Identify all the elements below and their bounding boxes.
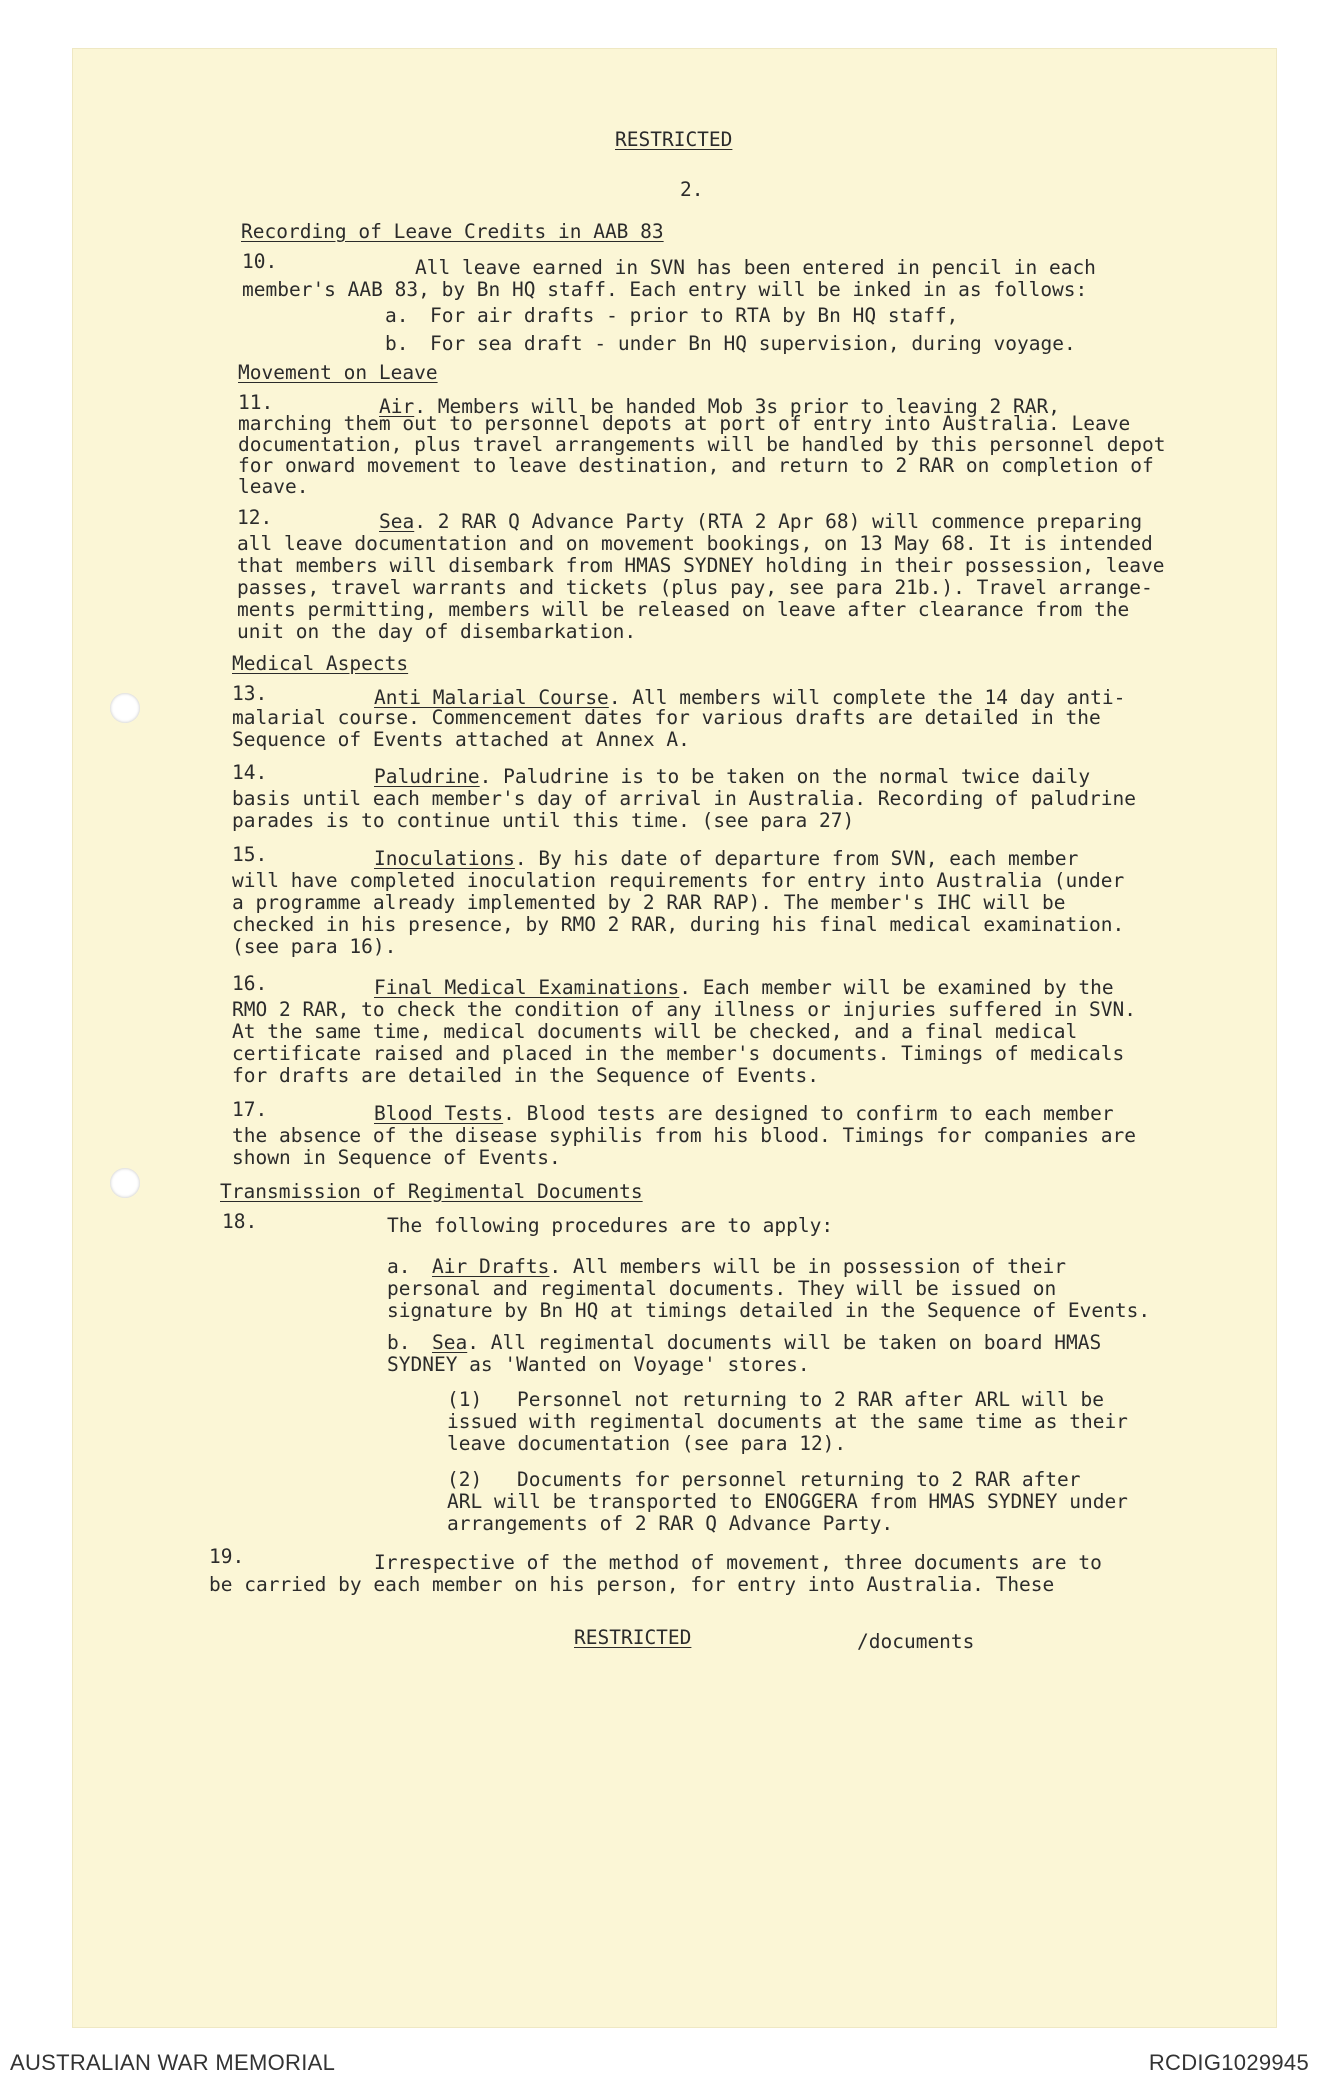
para-16-line: for drafts are detailed in the Sequence of Events. xyxy=(232,1064,819,1087)
para-17-line: Blood Tests. Blood tests are designed to confirm to each member xyxy=(374,1102,1114,1125)
para-13-line: Anti Malarial Course. All members will complete the 14 day anti- xyxy=(374,686,1126,709)
para-19-line: be carried by each member on his person, for entry into Australia. These xyxy=(209,1573,1055,1596)
para-number: 12. xyxy=(237,506,273,529)
para-17-line: shown in Sequence of Events. xyxy=(232,1146,561,1169)
para-12-line: unit on the day of disembarkation. xyxy=(237,620,637,643)
archive-credit: AUSTRALIAN WAR MEMORIAL xyxy=(10,2050,336,2075)
para-14-line: Paludrine. Paludrine is to be taken on the normal twice daily xyxy=(374,765,1091,788)
sub-sub-label: (1) xyxy=(447,1388,483,1411)
header-classification: RESTRICTED xyxy=(615,128,733,151)
para-13-title: Anti Malarial Course xyxy=(374,686,609,709)
para-17-title: Blood Tests xyxy=(374,1102,504,1125)
para-number: 11. xyxy=(238,391,274,414)
para-16-line: Final Medical Examinations. Each member will be examined by the xyxy=(374,976,1114,999)
para-16-line: At the same time, medical documents will be checked, and a final medical xyxy=(232,1020,1078,1043)
para-10-line: member's AAB 83, by Bn HQ staff. Each entry will be inked in as follows: xyxy=(242,278,1088,301)
para-number: 18. xyxy=(222,1210,258,1233)
para-15-line: will have completed inoculation requirements for entry into Australia (under xyxy=(232,869,1125,892)
para-15-line: Inoculations. By his date of departure from SVN, each member xyxy=(374,847,1079,870)
para-11-line: Air. Members will be handed Mob 3s prior to leaving 2 RAR, xyxy=(379,395,1060,418)
sub-label: b. xyxy=(385,332,409,355)
document-body xyxy=(72,48,1277,2028)
para-16-line: RMO 2 RAR, to check the condition of any illness or injuries suffered in SVN. xyxy=(232,998,1136,1021)
para-16-line: certificate raised and placed in the member's documents. Timings of medicals xyxy=(232,1042,1125,1065)
para-12-line: ments permitting, members will be released on leave after clearance from the xyxy=(237,598,1130,621)
para-13-line: malarial course. Commencement dates for various drafts are detailed in the xyxy=(232,706,1101,729)
para-12-line: all leave documentation and on movement bookings, on 13 May 68. It is intended xyxy=(237,532,1153,555)
para-10-a: For air drafts - prior to RTA by Bn HQ staff, xyxy=(430,304,959,327)
para-11-line: marching them out to personnel depots at port of entry into Australia. Leave xyxy=(238,412,1131,435)
page-number: 2. xyxy=(680,178,704,201)
section-heading-movement: Movement on Leave xyxy=(238,361,438,384)
sub-label: a. xyxy=(385,304,409,327)
continuation-word: /documents xyxy=(857,1630,975,1653)
footer-classification: RESTRICTED xyxy=(574,1626,692,1649)
para-18-a-line: Air Drafts. All members will be in possession of their xyxy=(432,1255,1066,1278)
archive-id: RCDIG1029945 xyxy=(1148,2050,1309,2075)
para-11-line: for onward movement to leave destination, and return to 2 RAR on completion of xyxy=(238,454,1154,477)
para-number: 15. xyxy=(232,843,268,866)
section-heading-recording: Recording of Leave Credits in AAB 83 xyxy=(241,220,664,243)
para-10-line: All leave earned in SVN has been entered in pencil in each xyxy=(415,256,1096,279)
para-15-line: (see para 16). xyxy=(232,935,397,958)
para-number: 19. xyxy=(209,1545,245,1568)
para-12-line: passes, travel warrants and tickets (plus pay, see para 21b.). Travel arrange- xyxy=(237,576,1153,599)
para-number: 17. xyxy=(232,1098,268,1121)
para-11-title: Air xyxy=(379,395,415,418)
para-number: 16. xyxy=(232,972,268,995)
paper-sheet xyxy=(72,48,1277,2028)
para-19-line: Irrespective of the method of movement, three documents are to xyxy=(374,1551,1102,1574)
para-11-line: documentation, plus travel arrangements will be handled by this personnel depot xyxy=(238,433,1166,456)
para-number: 14. xyxy=(232,761,268,784)
para-18-intro: The following procedures are to apply: xyxy=(387,1214,834,1237)
para-18-a-title: Air Drafts xyxy=(432,1255,550,1278)
para-18-b2-line: Documents for personnel returning to 2 RAR after xyxy=(517,1468,1081,1491)
para-13-line: Sequence of Events attached at Annex A. xyxy=(232,728,690,751)
para-18-b2-line: ARL will be transported to ENOGGERA from HMAS SYDNEY under xyxy=(447,1490,1128,1513)
para-15-line: a programme already implemented by 2 RAR RAP). The member's IHC will be xyxy=(232,891,1066,914)
para-18-b2-line: arrangements of 2 RAR Q Advance Party. xyxy=(447,1512,894,1535)
sub-label: a. xyxy=(387,1255,411,1278)
para-16-title: Final Medical Examinations xyxy=(374,976,680,999)
para-18-b-line: Sea. All regimental documents will be taken on board HMAS xyxy=(432,1331,1102,1354)
para-18-b-line: SYDNEY as 'Wanted on Voyage' stores. xyxy=(387,1353,810,1376)
para-14-line: parades is to continue until this time. (see para 27) xyxy=(232,809,855,832)
para-number: 13. xyxy=(232,682,268,705)
para-11-line: leave. xyxy=(238,475,309,498)
sub-label: b. xyxy=(387,1331,411,1354)
section-heading-transmission: Transmission of Regimental Documents xyxy=(220,1180,643,1203)
para-15-line: checked in his presence, by RMO 2 RAR, during his final medical examination. xyxy=(232,913,1125,936)
para-17-line: the absence of the disease syphilis from his blood. Timings for companies are xyxy=(232,1124,1136,1147)
para-18-a-line: personal and regimental documents. They will be issued on xyxy=(387,1277,1057,1300)
para-number: 10. xyxy=(242,250,278,273)
para-18-b1-line: issued with regimental documents at the same time as their xyxy=(447,1410,1128,1433)
para-15-title: Inoculations xyxy=(374,847,515,870)
para-18-b-title: Sea xyxy=(432,1331,468,1354)
para-12-line: Sea. 2 RAR Q Advance Party (RTA 2 Apr 68) will commence preparing xyxy=(379,510,1143,533)
para-18-a-line: signature by Bn HQ at timings detailed in the Sequence of Events. xyxy=(387,1299,1151,1322)
para-10-b: For sea draft - under Bn HQ supervision, during voyage. xyxy=(430,332,1076,355)
section-heading-medical: Medical Aspects xyxy=(232,652,409,675)
para-12-line: that members will disembark from HMAS SYDNEY holding in their possession, leave xyxy=(237,554,1165,577)
para-12-title: Sea xyxy=(379,510,415,533)
para-14-line: basis until each member's day of arrival in Australia. Recording of paludrine xyxy=(232,787,1136,810)
para-18-b1-line: Personnel not returning to 2 RAR after ARL will be xyxy=(517,1388,1104,1411)
para-14-title: Paludrine xyxy=(374,765,480,788)
para-18-b1-line: leave documentation (see para 12). xyxy=(447,1432,847,1455)
sub-sub-label: (2) xyxy=(447,1468,483,1491)
